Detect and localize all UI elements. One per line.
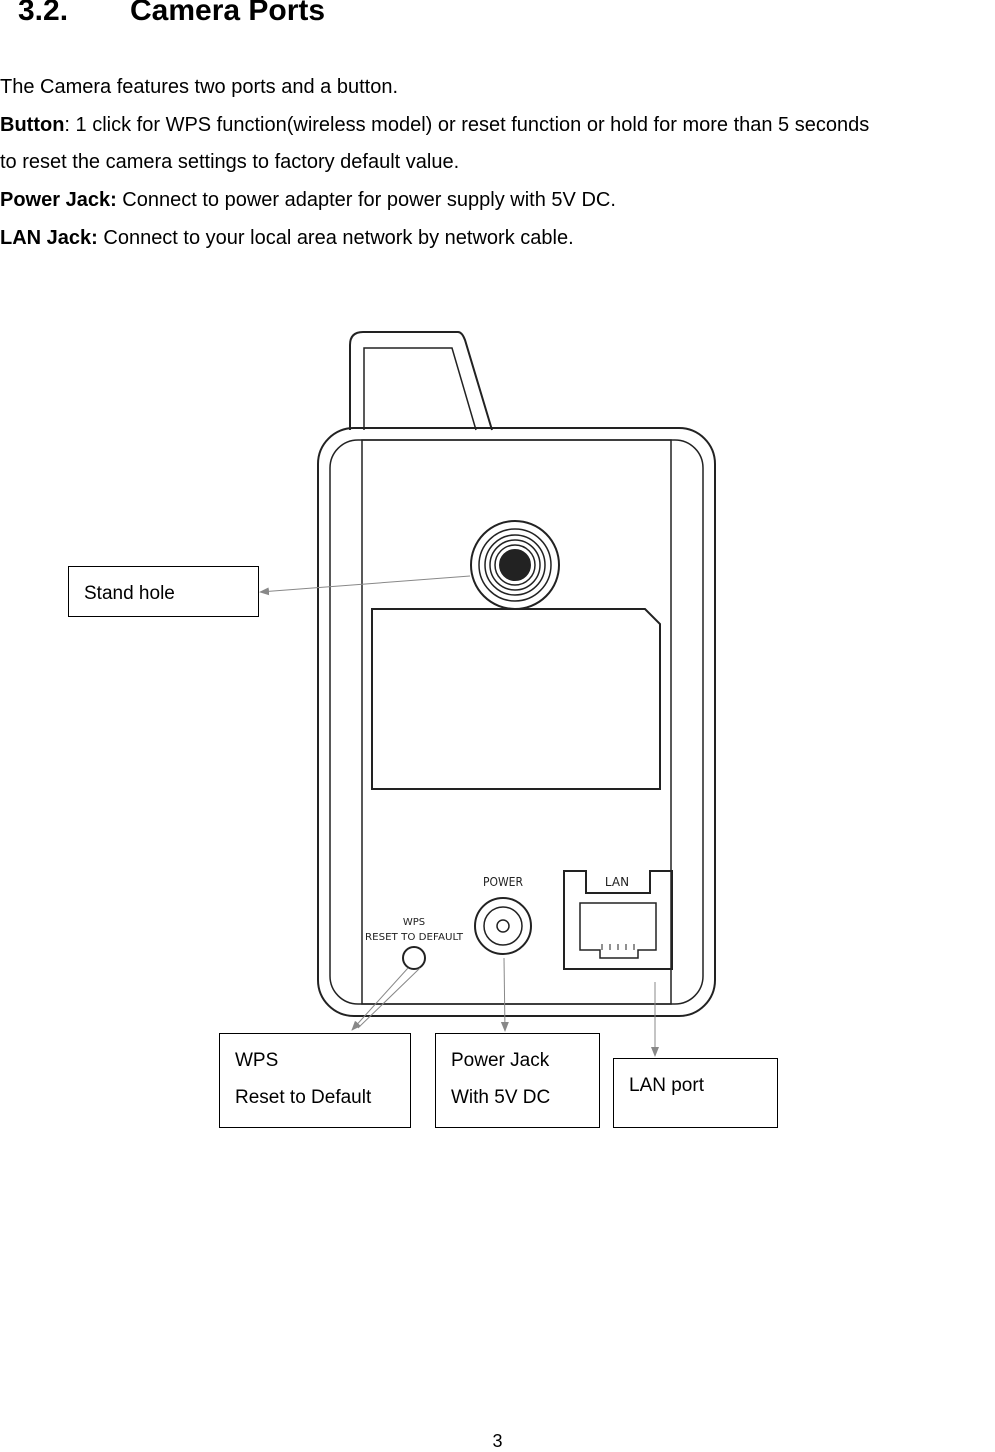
power-jack [475, 898, 531, 954]
section-number: 3.2. [18, 0, 69, 27]
power-spec-label: With 5V DC [451, 1087, 551, 1108]
lan-port-callout [613, 1058, 778, 1128]
reset-label: Reset to Default [235, 1087, 372, 1108]
wps-reset-button-hole [403, 947, 425, 969]
wps-label: WPS [235, 1050, 279, 1071]
device-label-lan: LAN [604, 875, 630, 889]
power-jack-arrow [504, 958, 505, 1031]
power-jack-text: Connect to power adapter for power supply with 5V DC. [122, 189, 616, 211]
stand-hole-callout [68, 566, 259, 617]
button-text: 1 click for WPS function(wireless model) or reset function or hold for more than 5 seconds [75, 114, 870, 136]
power-jack-callout [435, 1033, 600, 1128]
lan-jack-term: LAN Jack: [0, 227, 98, 249]
section-title: Camera Ports [130, 0, 326, 27]
stand-hole [471, 521, 559, 609]
lan-port-label: LAN port [629, 1075, 704, 1096]
label-plate [372, 609, 660, 789]
intro-text: The Camera features two ports and a button. [0, 76, 398, 98]
device-label-wps: WPS [402, 917, 426, 928]
wps-arrow [352, 968, 408, 1030]
lan-jack-text: Connect to your local area network by network cable. [103, 227, 574, 249]
camera-top-tab [350, 332, 492, 430]
power-jack-term: Power Jack: [0, 189, 117, 211]
power-jack-label: Power Jack [451, 1050, 550, 1071]
stand-hole-label: Stand hole [84, 583, 175, 604]
page-number: 3 [492, 1431, 503, 1451]
device-label-reset: RESET TO DEFAULT [365, 932, 464, 943]
button-description: Button: 1 click for WPS function(wireless model) or reset function or hold for more than 5 seconds [0, 114, 870, 136]
camera-body [318, 332, 715, 1016]
wps-callout [219, 1033, 411, 1128]
stand-hole-arrow [260, 576, 470, 592]
device-label-power: POWER [482, 875, 524, 889]
button-description-cont: to reset the camera settings to factory default value. [0, 151, 460, 173]
button-term: Button [0, 114, 65, 136]
